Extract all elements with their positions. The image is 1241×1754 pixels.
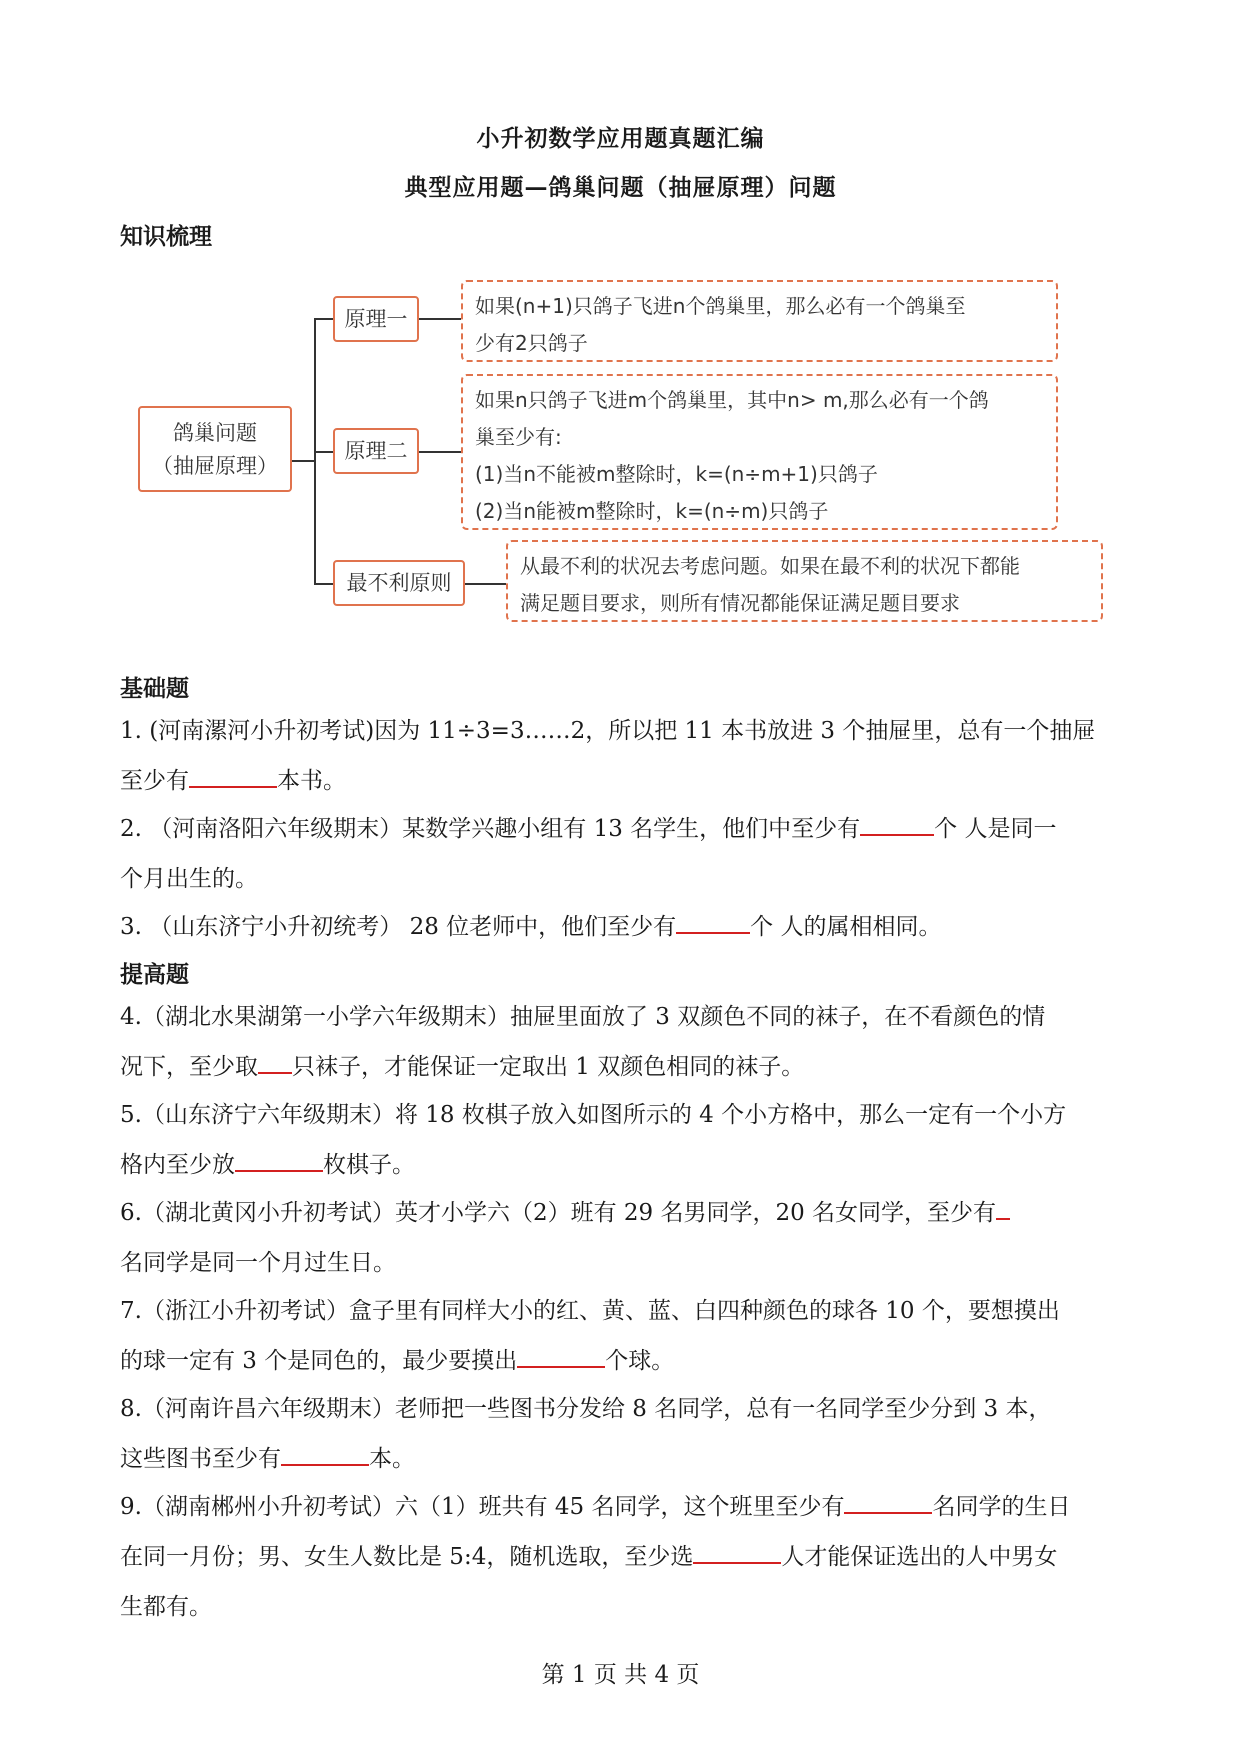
question-text: 个月出生的。 [120, 866, 258, 892]
detail-text: 如果n只鸽子飞进m个鸽巢里，其中n> m,那么必有一个鸽 [475, 388, 989, 412]
answer-blank[interactable] [844, 1488, 932, 1514]
branch-node-worst-case: 最不利原则 [333, 560, 465, 606]
detail-text: (2)当n能被m整除时，k=(n÷m)只鸽子 [475, 499, 829, 523]
root-label-line2: （抽屉原理） [152, 454, 278, 478]
answer-blank[interactable] [693, 1538, 781, 1564]
detail-box-principle-two [461, 374, 1058, 530]
question-text: 4.（湖北水果湖第一小学六年级期末）抽屉里面放了 3 双颜色不同的袜子，在不看颜色的情 [120, 1004, 1046, 1030]
branch-node-principle-one: 原理一 [333, 296, 419, 342]
connector-line [465, 583, 506, 585]
question-text: 枚棋子。 [323, 1152, 415, 1178]
question-text: 7.（浙江小升初考试）盒子里有同样大小的红、黄、蓝、白四种颜色的球各 10 个，要想摸出 [120, 1298, 1060, 1324]
question-text: 在同一月份；男、女生人数比是 5:4，随机选取，至少选 [120, 1544, 694, 1570]
question-text: 1. (河南漯河小升初考试)因为 11÷3=3……2，所以把 11 本书放进 3 个抽屉里，总有一个抽屉 [120, 718, 1096, 744]
branch-node-principle-two: 原理二 [333, 428, 419, 474]
question-7 [120, 1286, 1130, 1386]
detail-text: 巢至少有: [475, 425, 562, 449]
question-text: 名同学是同一个月过生日。 [120, 1250, 396, 1276]
root-label-line1: 鸽巢问题 [173, 421, 257, 445]
question-text: 6.（湖北黄冈小升初考试）英才小学六（2）班有 29 名男同学，20 名女同学，至少有 [120, 1200, 997, 1226]
question-text: 9.（湖南郴州小升初考试）六（1）班共有 45 名同学，这个班里至少有 [120, 1494, 845, 1520]
connector-line [314, 318, 333, 320]
answer-blank[interactable] [189, 762, 277, 788]
detail-box-worst-case [506, 540, 1103, 622]
question-9 [120, 1482, 1130, 1632]
answer-blank[interactable] [860, 810, 934, 836]
mindmap-root-node [138, 406, 292, 492]
answer-blank[interactable] [676, 908, 750, 934]
section-heading-knowledge: 知识梳理 [120, 223, 212, 250]
question-text: 格内至少放 [120, 1152, 235, 1178]
detail-text: (1)当n不能被m整除时，k=(n÷m+1)只鸽子 [475, 462, 878, 486]
question-text: 个球。 [605, 1348, 675, 1374]
detail-box-principle-one [461, 280, 1058, 362]
answer-blank[interactable] [235, 1146, 323, 1172]
connector-line [314, 451, 333, 453]
question-text: 2. （河南洛阳六年级期末）某数学兴趣小组有 13 名学生，他们中至少有 [120, 816, 861, 842]
question-text: 5.（山东济宁六年级期末）将 18 枚棋子放入如图所示的 4 个小方格中，那么一定有一个小方 [120, 1102, 1067, 1128]
connector-line [419, 318, 461, 320]
connector-line [292, 460, 315, 462]
question-3 [120, 902, 1130, 952]
question-text: 至少有 [120, 768, 189, 794]
answer-blank[interactable] [517, 1342, 605, 1368]
question-text: 这些图书至少有 [120, 1446, 281, 1472]
question-text: 8.（河南许昌六年级期末）老师把一些图书分发给 8 名同学，总有一名同学至少分到 3 本， [120, 1396, 1052, 1422]
question-text: 名同学的生日 [932, 1494, 1071, 1520]
answer-blank[interactable] [281, 1440, 369, 1466]
answer-blank[interactable] [996, 1194, 1010, 1220]
question-text: 本。 [369, 1446, 415, 1472]
document-title: 小升初数学应用题真题汇编 [476, 125, 765, 152]
detail-text: 少有2只鸽子 [475, 331, 588, 355]
page-footer: 第 1 页 共 4 页 [541, 1662, 700, 1688]
question-text: 人才能保证选出的人中男女 [781, 1544, 1058, 1570]
detail-text: 如果(n+1)只鸽子飞进n个鸽巢里，那么必有一个鸽巢至 [475, 294, 966, 318]
question-6 [120, 1188, 1130, 1288]
question-text: 况下，至少取 [120, 1054, 258, 1080]
question-text: 个 人是同一 [934, 816, 1057, 842]
question-2 [120, 804, 1130, 904]
connector-line [314, 583, 333, 585]
question-text: 个 人的属相相同。 [750, 914, 942, 940]
document-subtitle: 典型应用题—鸽巢问题（抽屉原理）问题 [404, 174, 837, 201]
detail-text: 从最不利的状况去考虑问题。如果在最不利的状况下都能 [520, 554, 1020, 578]
detail-text: 满足题目要求，则所有情况都能保证满足题目要求 [520, 591, 960, 615]
section-heading-advanced: 提高题 [120, 961, 189, 988]
question-text: 只袜子，才能保证一定取出 1 双颜色相同的袜子。 [292, 1054, 805, 1080]
question-text: 的球一定有 3 个是同色的，最少要摸出 [120, 1348, 518, 1374]
answer-blank[interactable] [258, 1048, 292, 1074]
question-text: 本书。 [277, 768, 346, 794]
section-heading-basic: 基础题 [120, 675, 189, 702]
question-8 [120, 1384, 1130, 1484]
question-1 [120, 706, 1130, 806]
connector-line [419, 451, 461, 453]
question-5 [120, 1090, 1130, 1190]
question-text: 3. （山东济宁小升初统考） 28 位老师中，他们至少有 [120, 914, 677, 940]
question-text: 生都有。 [120, 1594, 212, 1620]
question-4 [120, 992, 1130, 1092]
